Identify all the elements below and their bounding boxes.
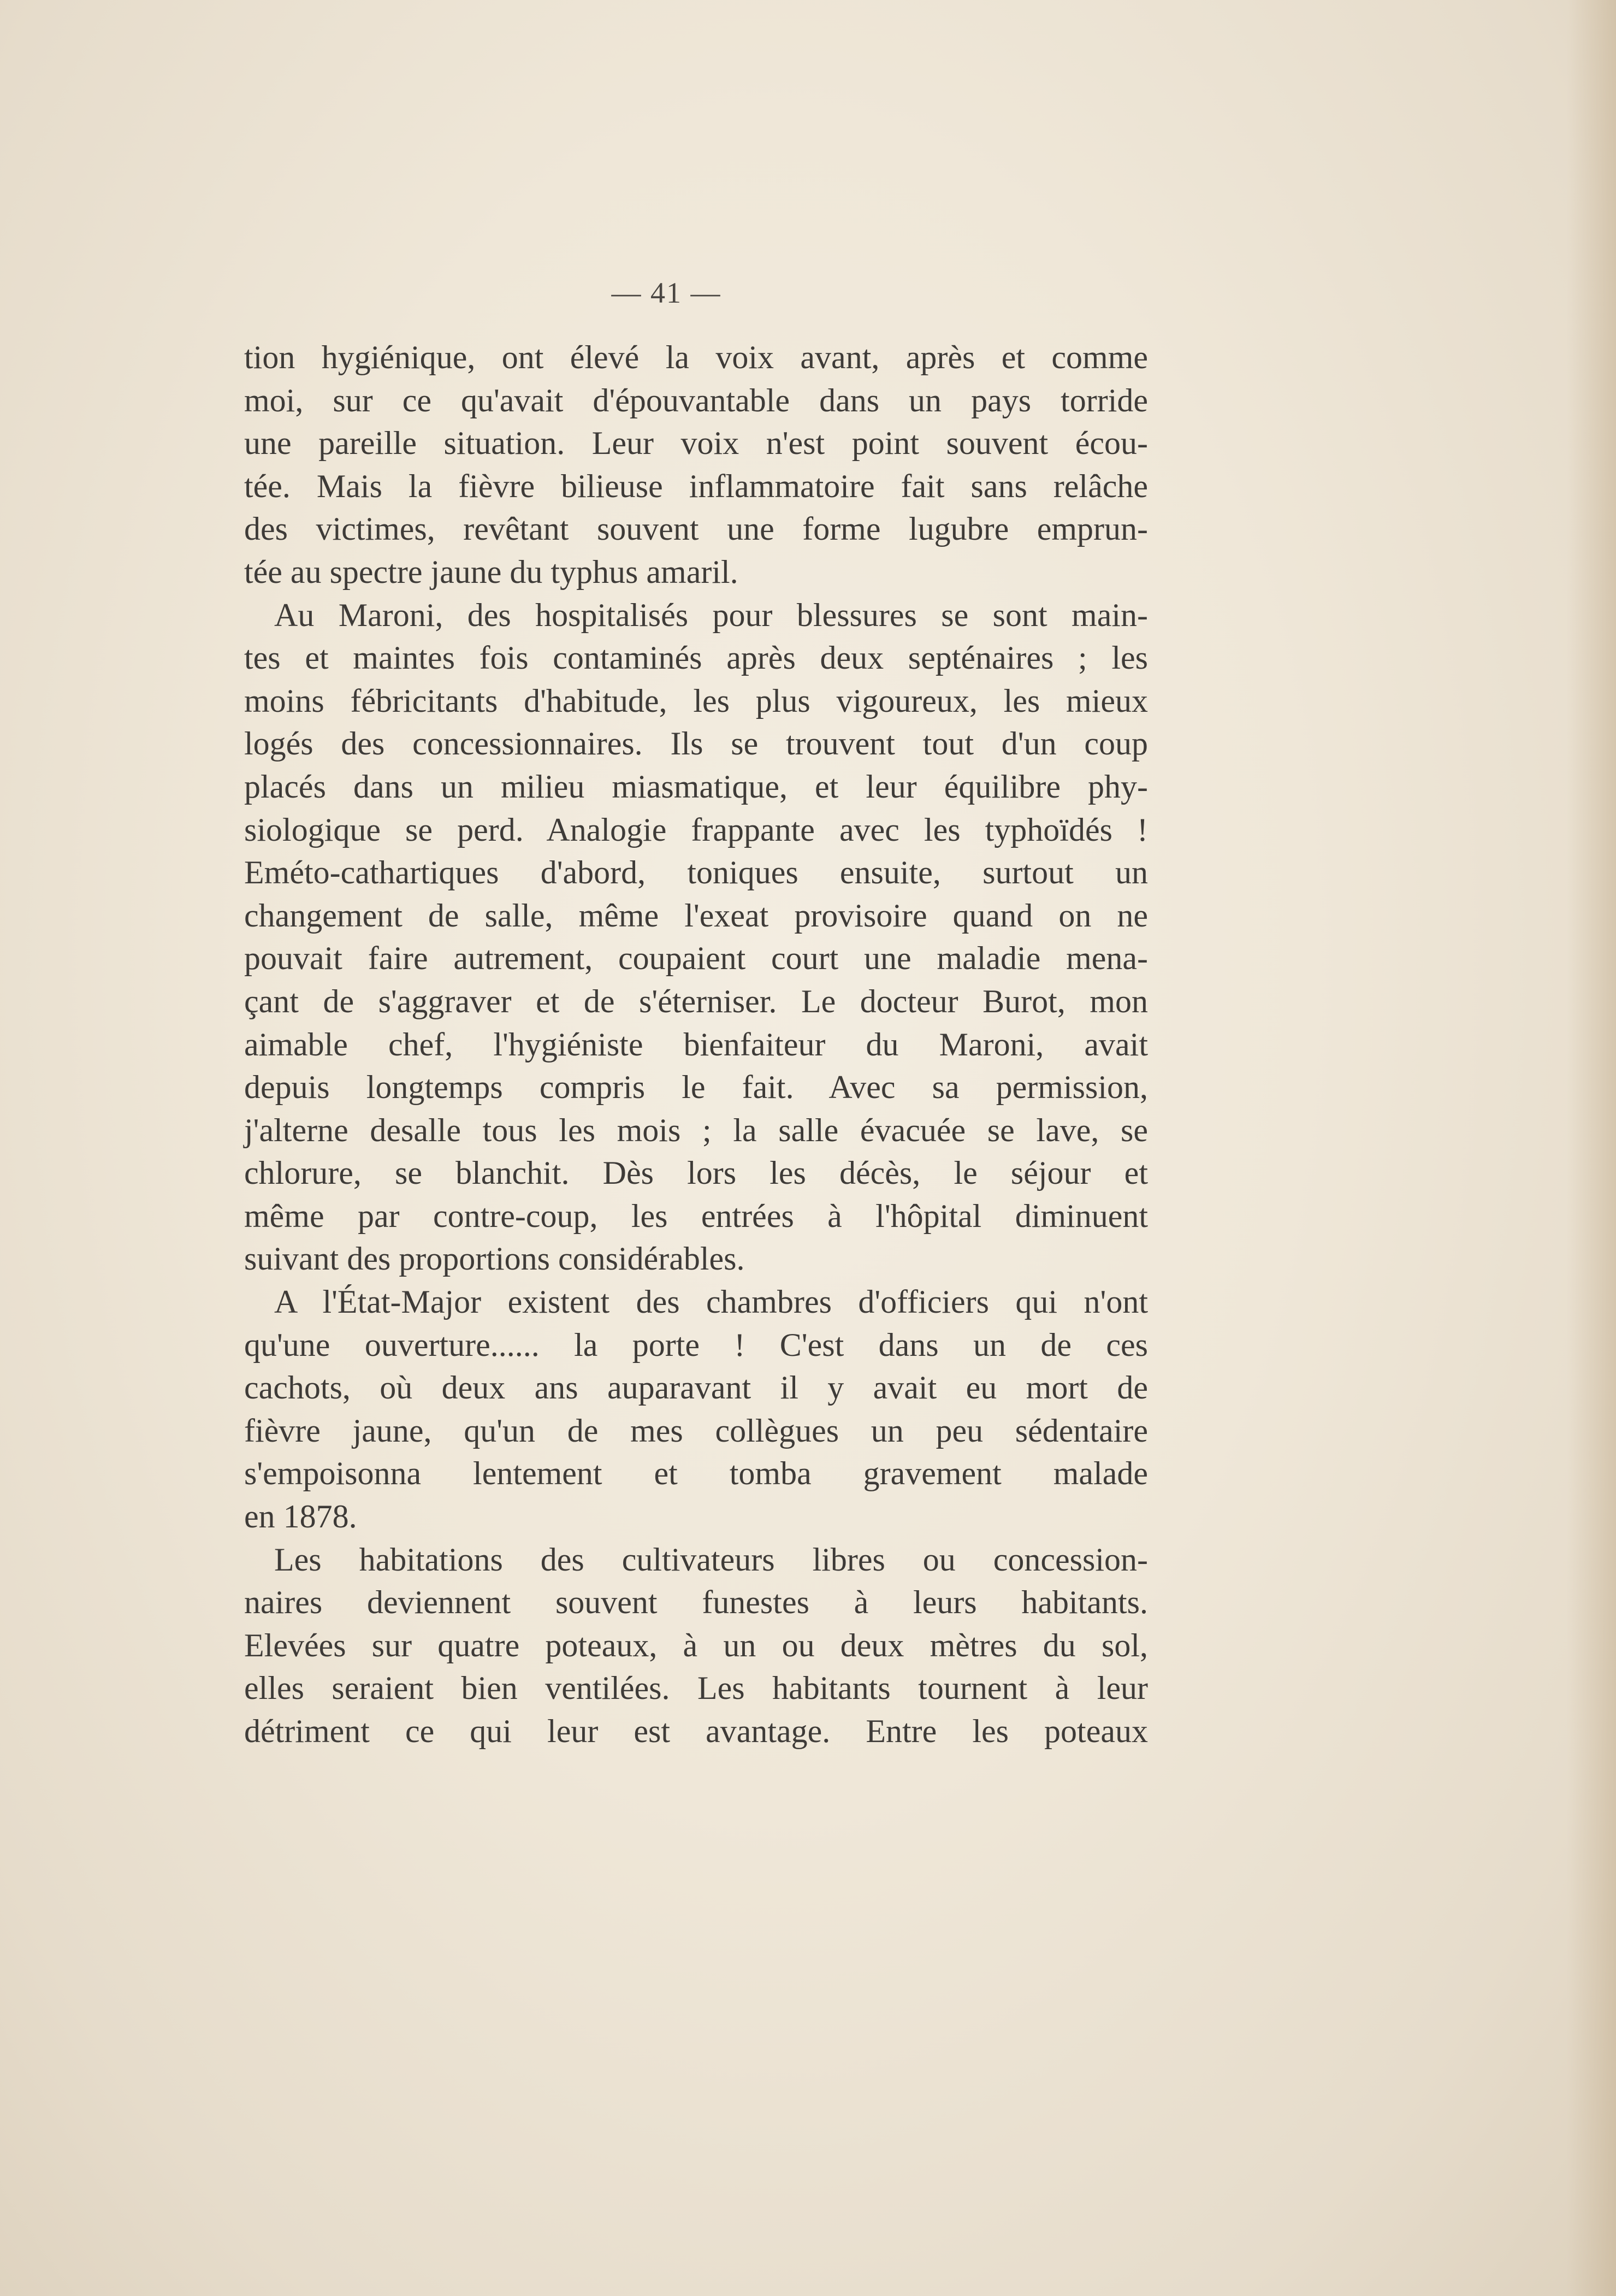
text-line: suivant des proportions considérables. — [244, 1241, 745, 1277]
text-line: changement de salle, même l'exeat provisoire quand on ne — [244, 897, 1148, 934]
text-line: une pareille situation. Leur voix n'est point souvent écou- — [244, 425, 1148, 462]
text-line: naires deviennent souvent funestes à leurs habitants. — [244, 1584, 1148, 1621]
text-line: même par contre-coup, les entrées à l'hôpital diminuent — [244, 1197, 1148, 1234]
page-edge-shadow — [1567, 0, 1616, 2296]
text-line: Elevées sur quatre poteaux, à un ou deux mètres du sol, — [244, 1627, 1148, 1663]
text-line: cachots, où deux ans auparavant il y avait eu mort de — [244, 1370, 1148, 1406]
text-line: tée au spectre jaune du typhus amaril. — [244, 553, 738, 590]
text-line: chlorure, se blanchit. Dès lors les décès, le séjour et — [244, 1155, 1148, 1191]
text-line: çant de s'aggraver et de s'éterniser. Le docteur Burot, mon — [244, 983, 1148, 1019]
body-text — [244, 336, 1148, 1753]
text-line: tée. Mais la fièvre bilieuse inflammatoire fait sans relâche — [244, 468, 1148, 504]
page-number: — 41 — — [611, 276, 721, 309]
text-line: Eméto-cathartiques d'abord, toniques ensuite, surtout un — [244, 854, 1148, 891]
text-line: moi, sur ce qu'avait d'épouvantable dans un pays torride — [244, 382, 1148, 418]
text-line: elles seraient bien ventilées. Les habitants tournent à leur — [244, 1670, 1148, 1707]
paragraph-start-line: Au Maroni, des hospitalisés pour blessures se sont main- — [274, 597, 1148, 633]
text-line: détriment ce qui leur est avantage. Entre les poteaux — [244, 1713, 1148, 1749]
text-line: depuis longtemps compris le fait. Avec sa permission, — [244, 1069, 1148, 1106]
text-line: fièvre jaune, qu'un de mes collègues un peu sédentaire — [244, 1412, 1148, 1449]
text-line: pouvait faire autrement, coupaient court une maladie mena- — [244, 940, 1148, 977]
text-line: tion hygiénique, ont élevé la voix avant, après et comme — [244, 339, 1148, 375]
paragraph-start-line: A l'État-Major existent des chambres d'officiers qui n'ont — [274, 1284, 1148, 1320]
text-line: logés des concessionnaires. Ils se trouvent tout d'un coup — [244, 725, 1148, 762]
text-line: j'alterne desalle tous les mois ; la salle évacuée se lave, se — [244, 1112, 1148, 1148]
text-line: des victimes, revêtant souvent une forme lugubre emprun- — [244, 511, 1148, 547]
text-line: siologique se perd. Analogie frappante avec les typhoïdés ! — [244, 811, 1148, 848]
text-line: moins fébricitants d'habitude, les plus vigoureux, les mieux — [244, 682, 1148, 719]
text-line: aimable chef, l'hygiéniste bienfaiteur du Maroni, avait — [244, 1026, 1148, 1063]
text-line: qu'une ouverture...... la porte ! C'est dans un de ces — [244, 1326, 1148, 1363]
text-line: s'empoisonna lentement et tomba gravement malade — [244, 1455, 1148, 1492]
paragraph-start-line: Les habitations des cultivateurs libres ou concession- — [274, 1541, 1148, 1578]
text-line: tes et maintes fois contaminés après deux septénaires ; les — [244, 640, 1148, 676]
text-line: placés dans un milieu miasmatique, et leur équilibre phy- — [244, 768, 1148, 805]
text-line: en 1878. — [244, 1498, 357, 1535]
